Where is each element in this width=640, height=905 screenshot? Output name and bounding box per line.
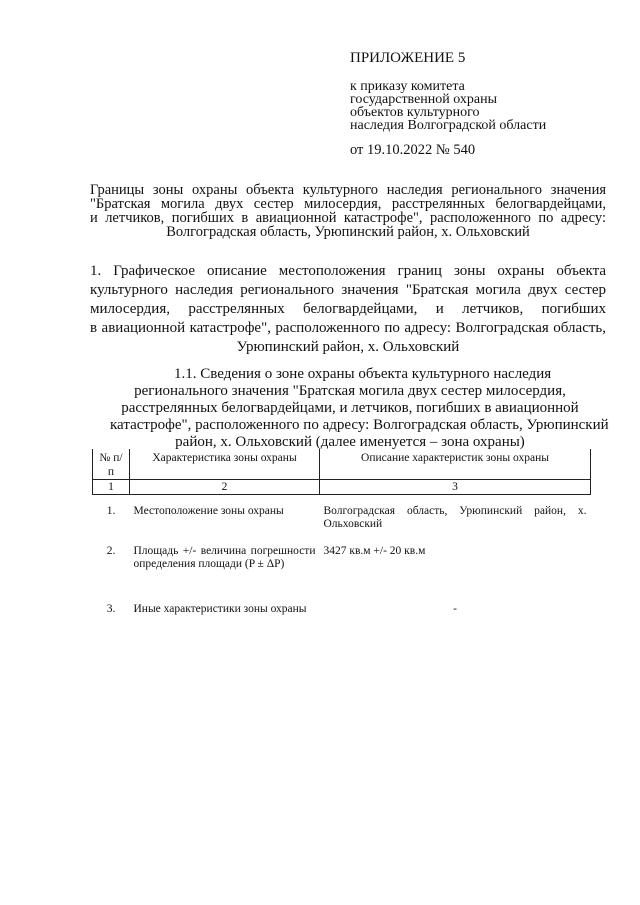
order-date: от 19.10.2022 № 540	[350, 142, 476, 158]
row-number: 3.	[106, 603, 116, 615]
appendix-title: ПРИЛОЖЕНИЕ 5	[350, 50, 466, 66]
title-line-3: и летчиков, погибших в авиационной катастрофе", расположенного по адресу:	[90, 210, 606, 226]
title-line-4: Волгоградская область, Урюпинский район, х. Ольховский	[166, 224, 530, 240]
table-row	[93, 495, 591, 546]
title-line-1: Границы зоны охраны объекта культурного наследия регионального значения	[90, 182, 606, 198]
section11-line-5: район, х. Ольховский (далее именуется – зона охраны)	[175, 434, 525, 450]
order-line-1: к приказу комитета	[350, 79, 465, 94]
table-header-row	[93, 449, 591, 480]
section11-line-2: регионального значения "Братская могила двух сестер милосердия,	[134, 383, 566, 399]
section11-line-4: катастрофе", расположенного по адресу: Волгоградская область, Урюпинский	[110, 417, 609, 433]
header-description: Описание характеристик зоны охраны	[320, 449, 591, 480]
column-number-2: 2	[130, 480, 320, 495]
section1-line-2: культурного наследия регионального значения "Братская могила двух сестер	[90, 282, 606, 298]
zone-info-table	[92, 449, 591, 643]
section-1-paragraph	[90, 262, 606, 357]
row-number: 1.	[106, 505, 116, 517]
header-characteristic: Характеристика зоны охраны	[130, 449, 320, 480]
order-line-2: государственной охраны	[350, 92, 498, 107]
section1-line-3: милосердия, расстрелянных белогвардейцами, и летчиков, погибших	[90, 301, 606, 317]
header-number: № п/п	[93, 449, 130, 480]
title-line-2: "Братская могила двух сестер милосердия, расстрелянных белогвардейцами,	[90, 196, 606, 212]
section1-line-4: в авиационной катастрофе", расположенного по адресу: Волгоградская область,	[90, 320, 606, 336]
section1-line-1: 1. Графическое описание местоположения границ зоны охраны объекта	[90, 263, 606, 279]
column-number-1: 1	[93, 480, 130, 495]
table-row	[93, 545, 591, 603]
column-number-row	[93, 480, 591, 495]
row-characteristic: Местоположение зоны охраны	[133, 505, 284, 517]
order-line-4: наследия Волгоградской области	[350, 118, 547, 133]
section-1-1-heading	[110, 366, 609, 451]
row-number: 2.	[106, 545, 116, 557]
row-description: -	[453, 603, 457, 615]
row-characteristic: Иные характеристики зоны охраны	[133, 603, 307, 615]
row-description: Волгоградская область, Урюпинский район, х. Ольховский	[323, 505, 587, 530]
table-row	[93, 603, 591, 643]
document-title	[90, 183, 606, 239]
section11-line-3: расстрелянных белогвардейцами, и летчиков, погибших в авиационной	[121, 400, 579, 416]
order-line-3: объектов культурного	[350, 105, 480, 120]
row-characteristic: Площадь +/- величина погрешности определения площади (P ± ΔP)	[133, 545, 316, 570]
section1-line-5: Урюпинский район, х. Ольховский	[236, 339, 460, 355]
row-description: 3427 кв.м +/- 20 кв.м	[323, 545, 426, 557]
column-number-3: 3	[320, 480, 591, 495]
section11-line-1: 1.1. Сведения о зоне охраны объекта культурного наследия	[174, 366, 552, 382]
